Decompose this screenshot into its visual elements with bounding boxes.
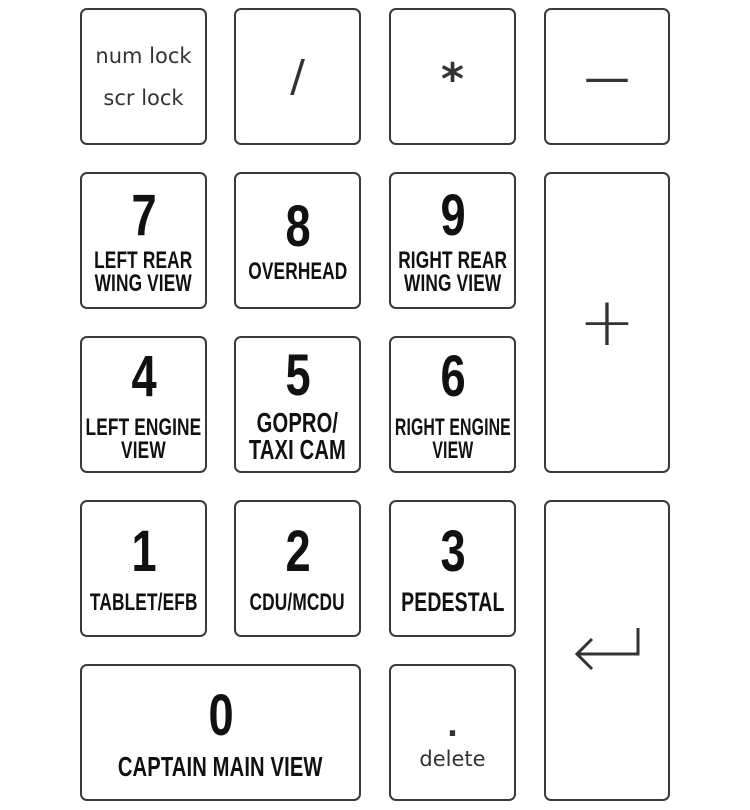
key-number: 9 xyxy=(440,182,465,248)
key-label xyxy=(94,246,193,297)
key-label xyxy=(398,246,507,297)
key-5-gopro-taxi-cam[interactable] xyxy=(234,336,361,473)
key-7-left-rear-wing-view[interactable] xyxy=(80,172,207,309)
key-label xyxy=(248,406,347,465)
key-label-line: CAPTAIN MAIN VIEW xyxy=(118,751,323,782)
key-6-right-engine-view[interactable] xyxy=(389,336,516,473)
key-label xyxy=(250,591,345,614)
key-label-line: RIGHT REAR xyxy=(398,246,507,274)
key-label-line: TABLET/EFB xyxy=(89,589,198,616)
key-number: 6 xyxy=(440,343,465,409)
delete-label: delete xyxy=(419,746,486,771)
asterisk-symbol: * xyxy=(440,54,464,105)
key-number: 5 xyxy=(285,342,310,408)
slash-symbol: / xyxy=(290,51,305,102)
key-number: 8 xyxy=(285,194,310,259)
plus-symbol: + xyxy=(578,283,636,362)
key-label xyxy=(400,587,505,617)
key-4-left-engine-view[interactable] xyxy=(80,336,207,473)
key-label xyxy=(118,751,323,782)
num-lock-label: num lock xyxy=(95,43,192,68)
key-number: 0 xyxy=(208,683,233,748)
key-label-line: GOPRO/ xyxy=(256,406,339,438)
num-lock-key[interactable] xyxy=(80,8,207,145)
key-8-overhead[interactable] xyxy=(234,172,361,309)
key-2-cdu-mcdu[interactable] xyxy=(234,500,361,637)
key-number: 1 xyxy=(131,519,156,584)
key-number: 2 xyxy=(285,519,310,584)
plus-key[interactable] xyxy=(544,172,670,473)
enter-arrow-icon xyxy=(572,624,642,678)
key-label-line: VIEW xyxy=(121,436,166,464)
key-label-line: LEFT REAR xyxy=(94,246,193,274)
key-number: 3 xyxy=(440,519,465,584)
key-3-pedestal[interactable] xyxy=(389,500,516,637)
enter-key[interactable] xyxy=(544,500,670,801)
key-number: 7 xyxy=(131,182,156,248)
key-label-line: LEFT ENGINE xyxy=(85,413,202,441)
key-label-line: TAXI CAM xyxy=(248,433,347,465)
key-0-captain-main-view[interactable] xyxy=(80,664,361,801)
key-label xyxy=(248,260,347,283)
multiply-key[interactable] xyxy=(389,8,516,145)
key-label-line: VIEW xyxy=(431,436,474,464)
key-label-line: CDU/MCDU xyxy=(249,589,346,616)
scroll-lock-label: scr lock xyxy=(103,85,184,110)
dot-symbol: . xyxy=(446,708,459,744)
key-label-line: RIGHT ENGINE xyxy=(394,413,511,441)
minus-key[interactable] xyxy=(544,8,670,145)
key-1-tablet-efb[interactable] xyxy=(80,500,207,637)
key-number: 4 xyxy=(131,343,156,409)
key-label-line: OVERHEAD xyxy=(247,258,348,285)
key-label xyxy=(394,413,511,464)
divide-key[interactable] xyxy=(234,8,361,145)
key-label xyxy=(85,413,202,464)
key-label-line: WING VIEW xyxy=(94,269,193,297)
key-label-line: PEDESTAL xyxy=(400,587,505,617)
key-label-line: WING VIEW xyxy=(403,269,502,297)
minus-symbol: — xyxy=(584,49,630,104)
decimal-delete-key[interactable] xyxy=(389,664,516,801)
key-9-right-rear-wing-view[interactable] xyxy=(389,172,516,309)
key-label xyxy=(90,591,198,614)
